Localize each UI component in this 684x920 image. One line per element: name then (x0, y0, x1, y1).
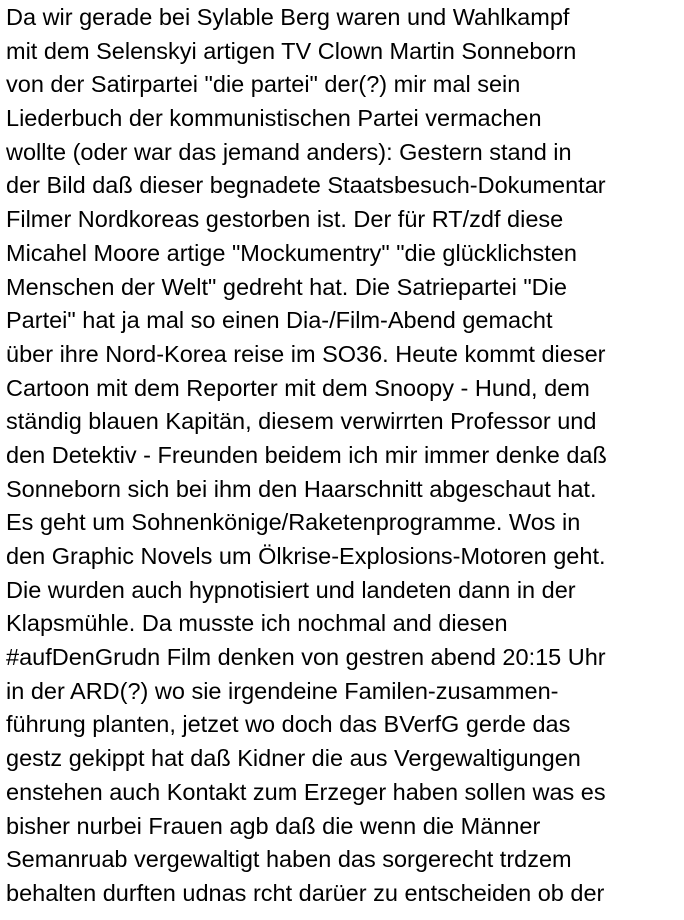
text-line: der Bild daß dieser begnadete Staatsbesuch-Dokumentar (6, 172, 606, 199)
text-line: über ihre Nord-Korea reise im SO36. Heute kommt dieser (6, 340, 606, 367)
text-line: Die wurden auch hypnotisiert und landeten dann in der (6, 576, 576, 603)
text-line: Menschen der Welt" gedreht hat. Die Satriepartei "Die (6, 273, 567, 300)
text-line: den Detektiv - Freunden beidem ich mir immer denke daß (6, 441, 607, 468)
text-line: Semanruab vergewaltigt haben das sorgerecht trdzem (6, 846, 572, 873)
text-line: Es geht um Sohnenkönige/Raketenprogramme. Wos in (6, 509, 581, 536)
text-line: in der ARD(?) wo sie irgendeine Familen-zusammen- (6, 677, 559, 704)
text-line: behalten durften udnas rcht darüer zu entscheiden ob der (6, 879, 605, 906)
text-line: Klapsmühle. Da musste ich nochmal and diesen (6, 610, 508, 637)
text-line: mit dem Selenskyi artigen TV Clown Martin Sonneborn (6, 37, 577, 64)
text-line: Cartoon mit dem Reporter mit dem Snoopy - Hund, dem (6, 374, 590, 401)
text-line: von der Satirpartei "die partei" der(?) mir mal sein (6, 71, 521, 98)
text-line: führung planten, jetzet wo doch das BVerfG gerde das (6, 711, 571, 738)
text-line: Filmer Nordkoreas gestorben ist. Der für RT/zdf diese (6, 206, 564, 233)
text-line: Da wir gerade bei Sylable Berg waren und Wahlkampf (6, 4, 570, 30)
text-line: wollte (oder war das jemand anders): Gestern stand in (6, 138, 572, 165)
text-line: #aufDenGrudn Film denken von gestren abend 20:15 Uhr (6, 644, 606, 671)
text-line: den Graphic Novels um Ölkrise-Explosions-Motoren geht. (6, 543, 606, 569)
text-line: Liederbuch der kommunistischen Partei vermachen (6, 105, 542, 132)
text-line: Micahel Moore artige "Mockumentry" "die glücklichsten (6, 239, 577, 266)
text-line: gestz gekippt hat daß Kidner die aus Vergewaltigungen (6, 745, 581, 772)
text-line: ständig blauen Kapitän, diesem verwirrten Professor und (6, 408, 597, 435)
text-line: enstehen auch Kontakt zum Erzeger haben sollen was es (6, 778, 606, 805)
text-line: bisher nurbei Frauen agb daß die wenn die Männer (6, 812, 541, 839)
text-line: Partei" hat ja mal so einen Dia-/Film-Abend gemacht (6, 307, 553, 334)
text-line: Sonneborn sich bei ihm den Haarschnitt abgeschaut hat. (6, 475, 597, 502)
body-text (6, 1, 682, 911)
